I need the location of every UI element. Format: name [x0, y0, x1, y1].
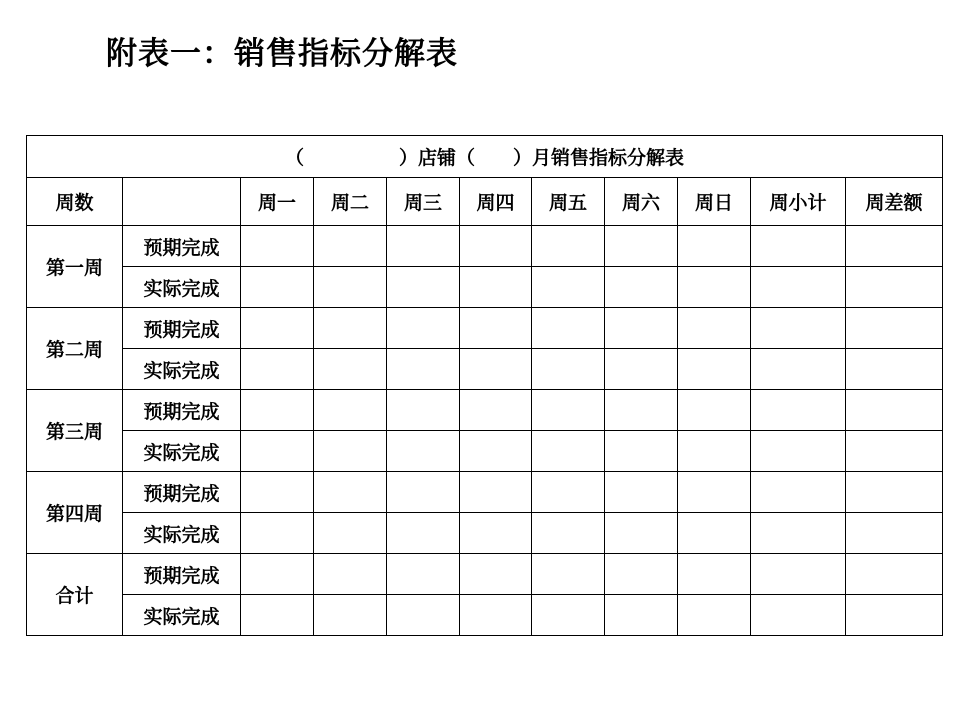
actual-value-cell[interactable]	[846, 431, 943, 472]
actual-label: 实际完成	[123, 349, 241, 390]
planned-value-cell[interactable]	[314, 390, 387, 431]
planned-value-cell[interactable]	[532, 472, 605, 513]
actual-value-cell[interactable]	[241, 349, 314, 390]
actual-value-cell[interactable]	[846, 595, 943, 636]
actual-value-cell[interactable]	[314, 349, 387, 390]
header-type	[123, 178, 241, 226]
week-label: 第四周	[27, 472, 123, 554]
header-day-mon: 周一	[241, 178, 314, 226]
actual-value-cell[interactable]	[532, 513, 605, 554]
actual-value-cell[interactable]	[241, 431, 314, 472]
sales-target-table	[26, 135, 943, 636]
actual-value-cell[interactable]	[387, 513, 460, 554]
actual-value-cell[interactable]	[532, 595, 605, 636]
table-row	[27, 472, 943, 513]
actual-value-cell[interactable]	[605, 595, 678, 636]
actual-value-cell[interactable]	[460, 513, 532, 554]
actual-value-cell[interactable]	[460, 595, 532, 636]
planned-value-cell[interactable]	[846, 226, 943, 267]
actual-value-cell[interactable]	[241, 513, 314, 554]
planned-value-cell[interactable]	[751, 554, 846, 595]
table-row	[27, 431, 943, 472]
table-row	[27, 390, 943, 431]
actual-value-cell[interactable]	[241, 267, 314, 308]
header-subtotal: 周小计	[751, 178, 846, 226]
planned-value-cell[interactable]	[532, 308, 605, 349]
actual-value-cell[interactable]	[387, 595, 460, 636]
planned-value-cell[interactable]	[678, 390, 751, 431]
planned-value-cell[interactable]	[605, 554, 678, 595]
actual-value-cell[interactable]	[314, 595, 387, 636]
actual-value-cell[interactable]	[387, 431, 460, 472]
actual-value-cell[interactable]	[751, 349, 846, 390]
actual-label: 实际完成	[123, 267, 241, 308]
planned-value-cell[interactable]	[678, 308, 751, 349]
planned-value-cell[interactable]	[241, 472, 314, 513]
actual-value-cell[interactable]	[387, 267, 460, 308]
table-row	[27, 554, 943, 595]
planned-value-cell[interactable]	[605, 390, 678, 431]
planned-value-cell[interactable]	[678, 226, 751, 267]
actual-value-cell[interactable]	[751, 595, 846, 636]
actual-value-cell[interactable]	[678, 267, 751, 308]
table-row	[27, 349, 943, 390]
table-row	[27, 226, 943, 267]
planned-value-cell[interactable]	[532, 554, 605, 595]
actual-value-cell[interactable]	[678, 595, 751, 636]
planned-value-cell[interactable]	[678, 554, 751, 595]
table-row	[27, 595, 943, 636]
planned-value-cell[interactable]	[460, 390, 532, 431]
planned-label: 预期完成	[123, 226, 241, 267]
actual-value-cell[interactable]	[846, 267, 943, 308]
header-weeks: 周数	[27, 178, 123, 226]
planned-value-cell[interactable]	[460, 554, 532, 595]
planned-value-cell[interactable]	[605, 472, 678, 513]
planned-value-cell[interactable]	[678, 472, 751, 513]
actual-value-cell[interactable]	[751, 513, 846, 554]
week-label: 第三周	[27, 390, 123, 472]
actual-value-cell[interactable]	[460, 431, 532, 472]
planned-value-cell[interactable]	[387, 226, 460, 267]
header-day-wed: 周三	[387, 178, 460, 226]
planned-value-cell[interactable]	[241, 308, 314, 349]
planned-value-cell[interactable]	[846, 390, 943, 431]
actual-value-cell[interactable]	[751, 267, 846, 308]
actual-value-cell[interactable]	[678, 513, 751, 554]
actual-value-cell[interactable]	[532, 431, 605, 472]
planned-value-cell[interactable]	[314, 472, 387, 513]
planned-value-cell[interactable]	[751, 390, 846, 431]
planned-value-cell[interactable]	[751, 226, 846, 267]
actual-value-cell[interactable]	[387, 349, 460, 390]
week-label: 第二周	[27, 308, 123, 390]
actual-value-cell[interactable]	[605, 349, 678, 390]
table-row	[27, 267, 943, 308]
planned-label: 预期完成	[123, 554, 241, 595]
planned-value-cell[interactable]	[387, 390, 460, 431]
planned-value-cell[interactable]	[846, 308, 943, 349]
actual-value-cell[interactable]	[532, 349, 605, 390]
actual-value-cell[interactable]	[460, 349, 532, 390]
planned-value-cell[interactable]	[387, 554, 460, 595]
actual-value-cell[interactable]	[241, 595, 314, 636]
planned-value-cell[interactable]	[532, 390, 605, 431]
planned-value-cell[interactable]	[605, 308, 678, 349]
actual-value-cell[interactable]	[532, 267, 605, 308]
actual-value-cell[interactable]	[314, 513, 387, 554]
table-caption: （ ）店铺（ ）月销售指标分解表	[27, 136, 943, 178]
planned-label: 预期完成	[123, 472, 241, 513]
planned-value-cell[interactable]	[532, 226, 605, 267]
planned-value-cell[interactable]	[751, 308, 846, 349]
actual-value-cell[interactable]	[605, 513, 678, 554]
actual-value-cell[interactable]	[314, 267, 387, 308]
planned-value-cell[interactable]	[241, 554, 314, 595]
planned-value-cell[interactable]	[846, 554, 943, 595]
week-label: 第一周	[27, 226, 123, 308]
actual-label: 实际完成	[123, 513, 241, 554]
planned-value-cell[interactable]	[387, 308, 460, 349]
table-row	[27, 513, 943, 554]
actual-value-cell[interactable]	[678, 349, 751, 390]
planned-value-cell[interactable]	[751, 472, 846, 513]
actual-value-cell[interactable]	[846, 513, 943, 554]
actual-value-cell[interactable]	[314, 431, 387, 472]
planned-value-cell[interactable]	[460, 308, 532, 349]
actual-value-cell[interactable]	[846, 349, 943, 390]
actual-label: 实际完成	[123, 595, 241, 636]
actual-value-cell[interactable]	[751, 431, 846, 472]
planned-label: 预期完成	[123, 308, 241, 349]
planned-value-cell[interactable]	[314, 226, 387, 267]
planned-value-cell[interactable]	[314, 308, 387, 349]
actual-value-cell[interactable]	[678, 431, 751, 472]
planned-value-cell[interactable]	[605, 226, 678, 267]
header-day-fri: 周五	[532, 178, 605, 226]
planned-value-cell[interactable]	[314, 554, 387, 595]
header-day-tue: 周二	[314, 178, 387, 226]
header-day-sat: 周六	[605, 178, 678, 226]
planned-value-cell[interactable]	[241, 226, 314, 267]
planned-value-cell[interactable]	[460, 472, 532, 513]
header-day-thu: 周四	[460, 178, 532, 226]
planned-label: 预期完成	[123, 390, 241, 431]
actual-value-cell[interactable]	[460, 267, 532, 308]
actual-value-cell[interactable]	[605, 431, 678, 472]
actual-value-cell[interactable]	[605, 267, 678, 308]
page-title: 附表一：销售指标分解表	[106, 36, 458, 72]
table-row	[27, 308, 943, 349]
header-difference: 周差额	[846, 178, 943, 226]
planned-value-cell[interactable]	[846, 472, 943, 513]
actual-label: 实际完成	[123, 431, 241, 472]
planned-value-cell[interactable]	[387, 472, 460, 513]
planned-value-cell[interactable]	[241, 390, 314, 431]
planned-value-cell[interactable]	[460, 226, 532, 267]
header-day-sun: 周日	[678, 178, 751, 226]
week-label: 合计	[27, 554, 123, 636]
